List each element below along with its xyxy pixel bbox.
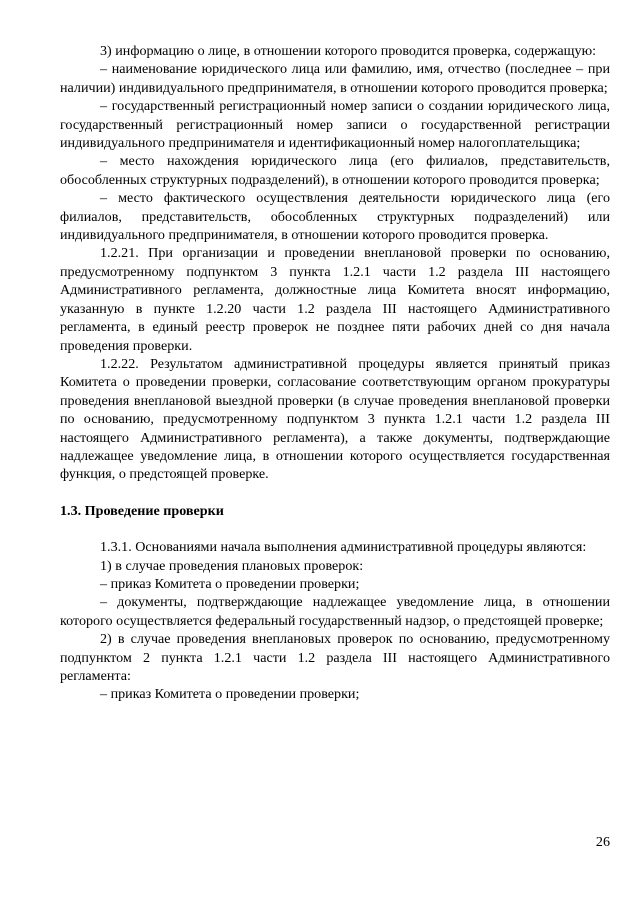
paragraph: – документы, подтверждающие надлежащее уведомление лица, в отношении которого осуществляется федеральный государственный надзор, о предстоящей проверке; xyxy=(60,594,610,629)
document-page xyxy=(60,42,610,704)
page-number: 26 xyxy=(595,834,610,850)
paragraph: 1) в случае проведения плановых проверок: xyxy=(100,557,364,574)
paragraph: 1.2.21. При организации и проведении внеплановой проверки по основанию, предусмотренному подпунктом 3 пункта 1.2.1 части 1.2 раздела III настоящего Административного регламента, должностные лица Комитета вносят информацию, указанную в пункте 1.2.20 части 1.2 раздела III настоящего Административного регламента, в единый реестр проверок не позднее пяти рабочих дней со дня начала проведения проверки. xyxy=(60,245,610,354)
paragraph: – место нахождения юридического лица (его филиалов, представительств, обособленных структурных подразделений), в отношении которого проводится проверка; xyxy=(60,153,610,188)
paragraph: – наименование юридического лица или фамилию, имя, отчество (последнее – при наличии) индивидуального предпринимателя, в отношении которого проводится проверка; xyxy=(60,61,610,96)
paragraph: – государственный регистрационный номер записи о создании юридического лица, государственный регистрационный номер записи о государственной регистрации индивидуального предпринимателя и идентификационный номер налогоплательщика; xyxy=(60,98,610,152)
paragraph: – приказ Комитета о проведении проверки; xyxy=(100,575,360,592)
paragraph: 2) в случае проведения внеплановых проверок по основанию, предусмотренному подпунктом 2 пункта 1.2.1 части 1.2 раздела III настоящего Административного регламента: xyxy=(60,631,610,684)
paragraph: – приказ Комитета о проведении проверки; xyxy=(100,686,360,703)
paragraph: 3) информацию о лице, в отношении которого проводится проверка, содержащую: xyxy=(100,43,597,59)
paragraph: 1.2.22. Результатом административной процедуры является принятый приказ Комитета о проведении проверки, согласование соответствующим органом прокуратуры проведения внеплановой выездной проверки (в случае проведения внеплановой проверки по основанию, предусмотренному подпунктом 3 пункта 1.2.1 части 1.2 раздела III настоящего Административного регламента), а также документы, подтверждающие надлежащее уведомление лица, в отношении которого осуществляется государственная функция, о предстоящей проверке. xyxy=(60,355,610,483)
paragraph: 1.3.1. Основаниями начала выполнения административной процедуры являются: xyxy=(100,539,587,556)
section-heading: 1.3. Проведение проверки xyxy=(60,502,224,519)
paragraph: – место фактического осуществления деятельности юридического лица (его филиалов, представительств, обособленных структурных подразделений) или индивидуального предпринимателя, в отношении которого проводится проверка. xyxy=(60,190,610,244)
